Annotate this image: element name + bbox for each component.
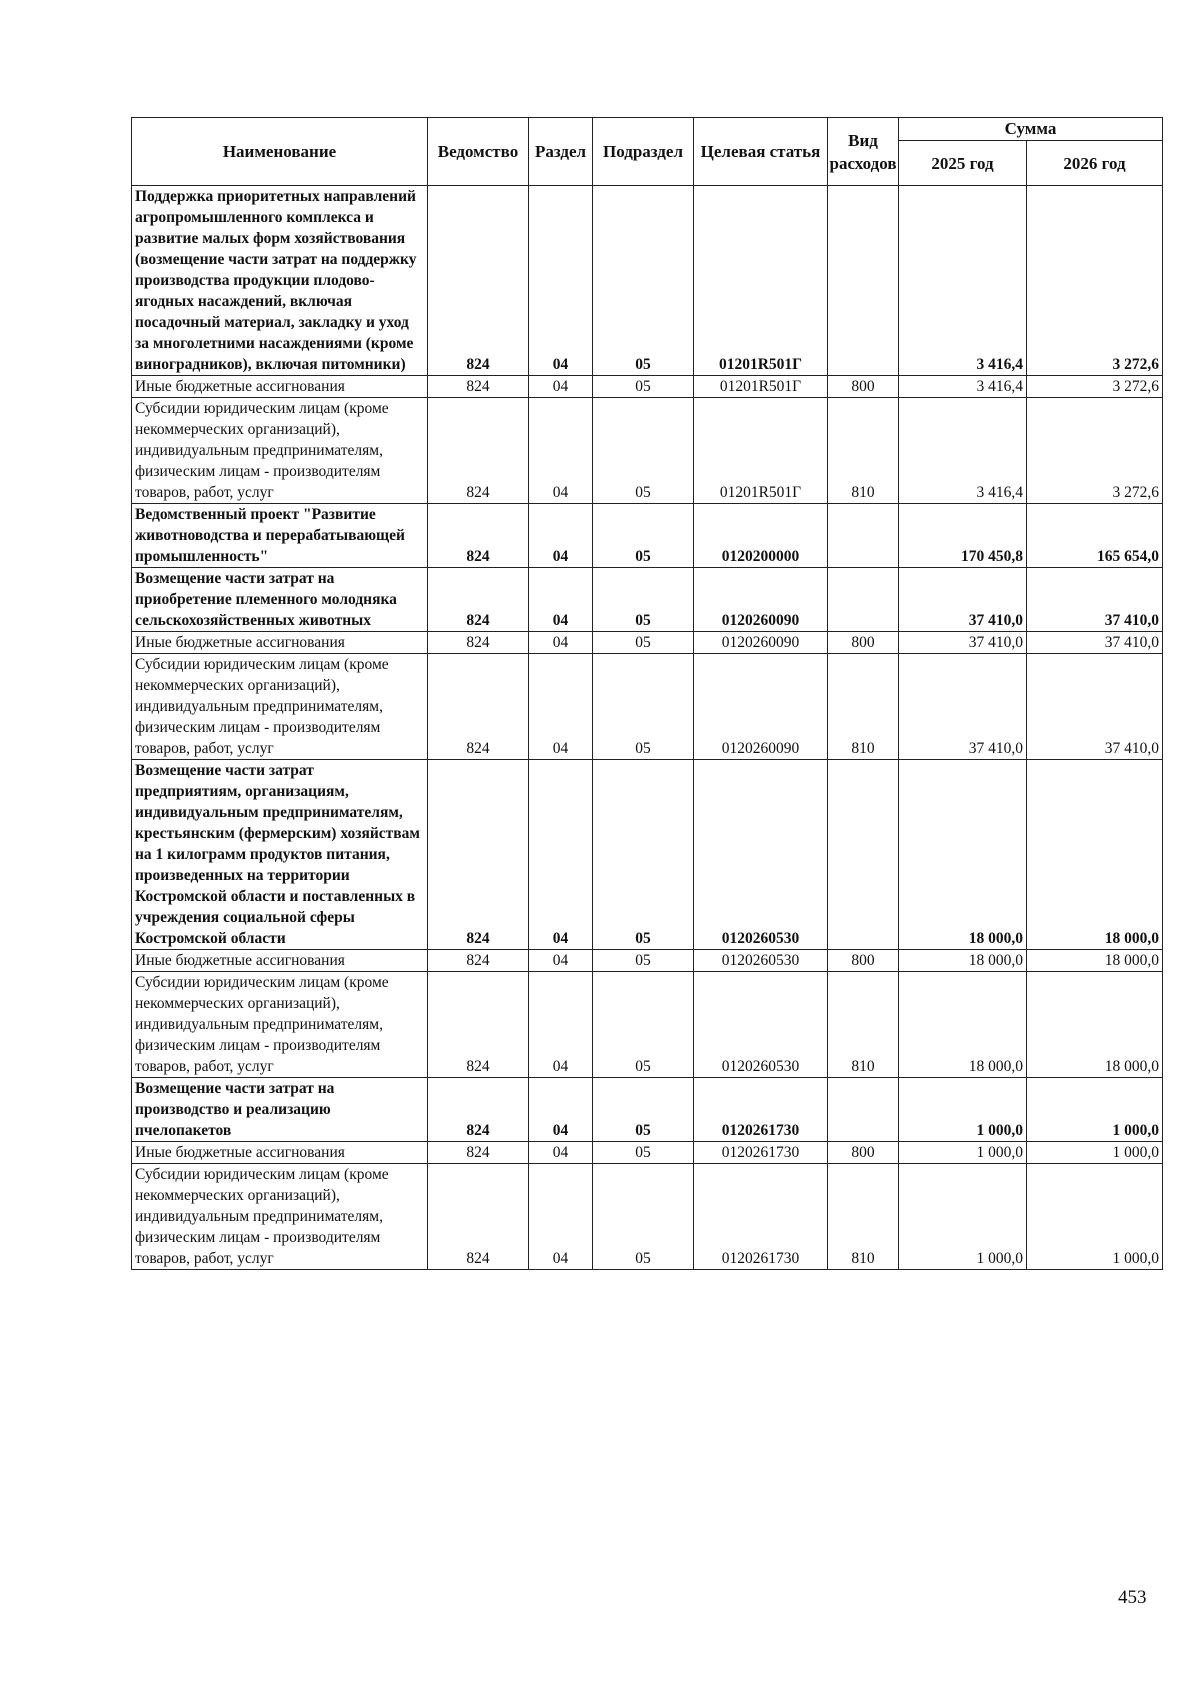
cell-2026: 18 000,0 bbox=[1027, 760, 1163, 950]
cell-subsection: 05 bbox=[593, 972, 694, 1078]
cell-2026: 37 410,0 bbox=[1027, 568, 1163, 632]
cell-2025: 3 416,4 bbox=[899, 376, 1027, 398]
cell-target: 0120260090 bbox=[694, 654, 828, 760]
header-dept: Ведомство bbox=[428, 118, 529, 186]
cell-target: 0120261730 bbox=[694, 1078, 828, 1142]
budget-table bbox=[131, 117, 1163, 1270]
cell-name: Иные бюджетные ассигнования bbox=[132, 950, 428, 972]
cell-dept: 824 bbox=[428, 632, 529, 654]
cell-target: 0120260530 bbox=[694, 972, 828, 1078]
cell-section: 04 bbox=[529, 504, 593, 568]
cell-subsection: 05 bbox=[593, 950, 694, 972]
cell-name: Возмещение части затрат предприятиям, организациям, индивидуальным предпринимателям, крестьянским (фермерским) хозяйствам на 1 килограмм продуктов питания, произведенных на территории Костромской области и поставленных в учреждения социальной сферы Костромской области bbox=[132, 760, 428, 950]
cell-2025: 37 410,0 bbox=[899, 632, 1027, 654]
table-row bbox=[132, 568, 1163, 632]
cell-section: 04 bbox=[529, 950, 593, 972]
cell-subsection: 05 bbox=[593, 632, 694, 654]
cell-subsection: 05 bbox=[593, 1164, 694, 1270]
cell-2026: 18 000,0 bbox=[1027, 950, 1163, 972]
cell-dept: 824 bbox=[428, 376, 529, 398]
cell-2026: 37 410,0 bbox=[1027, 632, 1163, 654]
cell-2025: 170 450,8 bbox=[899, 504, 1027, 568]
table-row bbox=[132, 398, 1163, 504]
cell-dept: 824 bbox=[428, 1078, 529, 1142]
cell-name: Иные бюджетные ассигнования bbox=[132, 376, 428, 398]
cell-dept: 824 bbox=[428, 950, 529, 972]
cell-target: 0120260530 bbox=[694, 760, 828, 950]
cell-2025: 1 000,0 bbox=[899, 1142, 1027, 1164]
cell-2026: 18 000,0 bbox=[1027, 972, 1163, 1078]
cell-expense-type bbox=[828, 186, 899, 376]
cell-target: 0120200000 bbox=[694, 504, 828, 568]
cell-2026: 165 654,0 bbox=[1027, 504, 1163, 568]
cell-2026: 3 272,6 bbox=[1027, 376, 1163, 398]
cell-expense-type: 810 bbox=[828, 398, 899, 504]
cell-name: Возмещение части затрат на производство и реализацию пчелопакетов bbox=[132, 1078, 428, 1142]
header-2025: 2025 год bbox=[899, 141, 1027, 186]
table-row bbox=[132, 1142, 1163, 1164]
cell-target: 01201R501Г bbox=[694, 398, 828, 504]
cell-2026: 3 272,6 bbox=[1027, 186, 1163, 376]
cell-2026: 1 000,0 bbox=[1027, 1142, 1163, 1164]
cell-target: 0120261730 bbox=[694, 1142, 828, 1164]
cell-2025: 1 000,0 bbox=[899, 1164, 1027, 1270]
table-row bbox=[132, 186, 1163, 376]
cell-dept: 824 bbox=[428, 568, 529, 632]
cell-subsection: 05 bbox=[593, 654, 694, 760]
cell-section: 04 bbox=[529, 186, 593, 376]
cell-2025: 18 000,0 bbox=[899, 760, 1027, 950]
cell-2026: 1 000,0 bbox=[1027, 1164, 1163, 1270]
cell-section: 04 bbox=[529, 654, 593, 760]
cell-name: Субсидии юридическим лицам (кроме некоммерческих организаций), индивидуальным предпринимателям, физическим лицам - производителям товаров, работ, услуг bbox=[132, 972, 428, 1078]
cell-name: Иные бюджетные ассигнования bbox=[132, 632, 428, 654]
cell-name: Субсидии юридическим лицам (кроме некоммерческих организаций), индивидуальным предпринимателям, физическим лицам - производителям товаров, работ, услуг bbox=[132, 654, 428, 760]
table-body bbox=[132, 186, 1163, 1270]
cell-name: Субсидии юридическим лицам (кроме некоммерческих организаций), индивидуальным предпринимателям, физическим лицам - производителям товаров, работ, услуг bbox=[132, 398, 428, 504]
cell-subsection: 05 bbox=[593, 760, 694, 950]
table-row bbox=[132, 950, 1163, 972]
cell-section: 04 bbox=[529, 632, 593, 654]
cell-expense-type bbox=[828, 760, 899, 950]
cell-target: 0120260090 bbox=[694, 568, 828, 632]
cell-target: 0120260090 bbox=[694, 632, 828, 654]
cell-subsection: 05 bbox=[593, 504, 694, 568]
cell-2025: 3 416,4 bbox=[899, 186, 1027, 376]
cell-dept: 824 bbox=[428, 504, 529, 568]
cell-2025: 1 000,0 bbox=[899, 1078, 1027, 1142]
cell-dept: 824 bbox=[428, 186, 529, 376]
cell-section: 04 bbox=[529, 1164, 593, 1270]
header-name: Наименование bbox=[132, 118, 428, 186]
cell-dept: 824 bbox=[428, 654, 529, 760]
table-row bbox=[132, 760, 1163, 950]
cell-subsection: 05 bbox=[593, 398, 694, 504]
cell-2025: 3 416,4 bbox=[899, 398, 1027, 504]
cell-section: 04 bbox=[529, 376, 593, 398]
header-section: Раздел bbox=[529, 118, 593, 186]
cell-target: 0120260530 bbox=[694, 950, 828, 972]
page-number: 453 bbox=[1118, 1587, 1147, 1608]
cell-name: Возмещение части затрат на приобретение племенного молодняка сельскохозяйственных животных bbox=[132, 568, 428, 632]
table-row bbox=[132, 632, 1163, 654]
cell-section: 04 bbox=[529, 398, 593, 504]
cell-2026: 1 000,0 bbox=[1027, 1078, 1163, 1142]
cell-subsection: 05 bbox=[593, 376, 694, 398]
cell-dept: 824 bbox=[428, 398, 529, 504]
cell-section: 04 bbox=[529, 1078, 593, 1142]
cell-name: Субсидии юридическим лицам (кроме некоммерческих организаций), индивидуальным предпринимателям, физическим лицам - производителям товаров, работ, услуг bbox=[132, 1164, 428, 1270]
header-expense-type: Вид расходов bbox=[828, 118, 899, 186]
cell-dept: 824 bbox=[428, 1164, 529, 1270]
cell-subsection: 05 bbox=[593, 568, 694, 632]
cell-expense-type: 810 bbox=[828, 1164, 899, 1270]
cell-expense-type bbox=[828, 1078, 899, 1142]
table-row bbox=[132, 1164, 1163, 1270]
cell-2025: 37 410,0 bbox=[899, 654, 1027, 760]
cell-subsection: 05 bbox=[593, 1078, 694, 1142]
cell-2025: 18 000,0 bbox=[899, 972, 1027, 1078]
cell-subsection: 05 bbox=[593, 186, 694, 376]
cell-section: 04 bbox=[529, 760, 593, 950]
cell-section: 04 bbox=[529, 972, 593, 1078]
cell-expense-type bbox=[828, 568, 899, 632]
cell-dept: 824 bbox=[428, 972, 529, 1078]
cell-2025: 37 410,0 bbox=[899, 568, 1027, 632]
cell-expense-type: 800 bbox=[828, 1142, 899, 1164]
cell-target: 01201R501Г bbox=[694, 376, 828, 398]
header-subsection: Подраздел bbox=[593, 118, 694, 186]
cell-expense-type: 800 bbox=[828, 950, 899, 972]
cell-expense-type bbox=[828, 504, 899, 568]
cell-2026: 3 272,6 bbox=[1027, 398, 1163, 504]
cell-2025: 18 000,0 bbox=[899, 950, 1027, 972]
cell-dept: 824 bbox=[428, 1142, 529, 1164]
cell-dept: 824 bbox=[428, 760, 529, 950]
cell-target: 0120261730 bbox=[694, 1164, 828, 1270]
cell-name: Ведомственный проект "Развитие животноводства и перерабатывающей промышленность" bbox=[132, 504, 428, 568]
cell-expense-type: 810 bbox=[828, 972, 899, 1078]
table-row bbox=[132, 654, 1163, 760]
header-sum: Сумма bbox=[899, 118, 1163, 141]
cell-expense-type: 810 bbox=[828, 654, 899, 760]
cell-section: 04 bbox=[529, 568, 593, 632]
cell-2026: 37 410,0 bbox=[1027, 654, 1163, 760]
table-row bbox=[132, 504, 1163, 568]
cell-expense-type: 800 bbox=[828, 632, 899, 654]
header-target: Целевая статья bbox=[694, 118, 828, 186]
table-row bbox=[132, 376, 1163, 398]
table-row bbox=[132, 972, 1163, 1078]
table-row bbox=[132, 1078, 1163, 1142]
cell-name: Иные бюджетные ассигнования bbox=[132, 1142, 428, 1164]
cell-expense-type: 800 bbox=[828, 376, 899, 398]
header-2026: 2026 год bbox=[1027, 141, 1163, 186]
cell-target: 01201R501Г bbox=[694, 186, 828, 376]
cell-subsection: 05 bbox=[593, 1142, 694, 1164]
cell-name: Поддержка приоритетных направлений агропромышленного комплекса и развитие малых форм хозяйствования (возмещение части затрат на поддержку производства продукции плодово-ягодных насаждений, включая посадочный материал, закладку и уход за многолетними насаждениями (кроме виноградников), включая питомники) bbox=[132, 186, 428, 376]
cell-section: 04 bbox=[529, 1142, 593, 1164]
